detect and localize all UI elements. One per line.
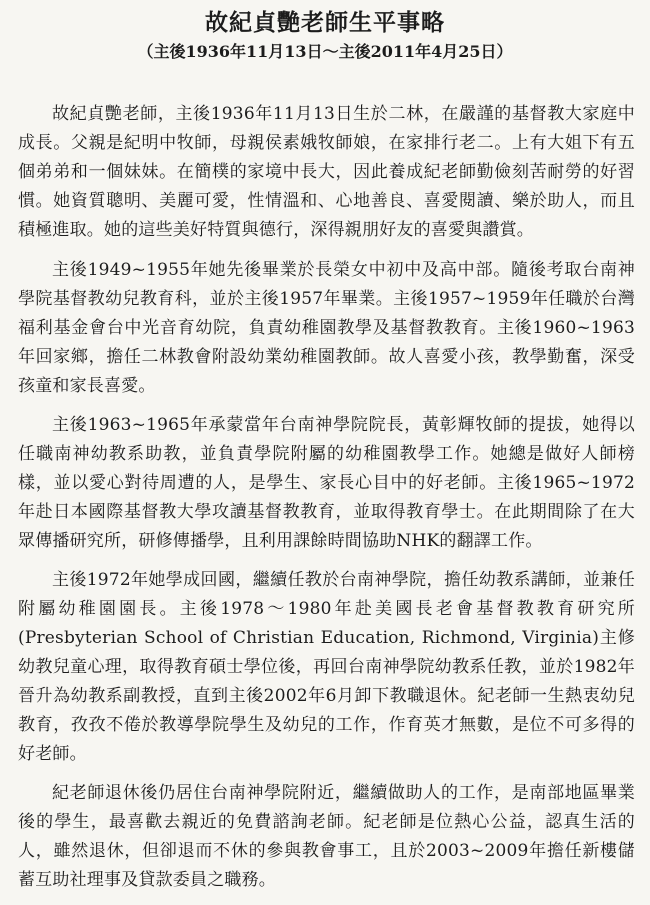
document-body xyxy=(18,100,635,905)
paragraph-1: 故紀貞艷老師，主後1936年11月13日生於二林，在嚴謹的基督教大家庭中成長。父親是紀明中牧師，母親侯素娥牧師娘，在家排行老二。上有大姐下有五個弟弟和一個妹妹。在簡樸的家境中長大，因此養成紀老師勤儉刻苦耐勞的好習慣。她資質聰明、美麗可愛，性情溫和、心地善良、喜愛閱讀、樂於助人，而且積極進取。她的這些美好特質與德行，深得親朋好友的喜愛與讚賞。 xyxy=(18,104,635,240)
document-title: 故紀貞艷老師生平事略 xyxy=(205,9,445,36)
paragraph-2: 主後1949~1955年她先後畢業於長榮女中初中及高中部。隨後考取台南神學院基督教幼兒教育科，並於主後1957年畢業。主後1957~1959年任職於台灣福利基金會台中光音育幼院，負責幼稚園教學及基督教教育。主後1960~1963年回家鄉，擔任二林教會附設幼業幼稚園教師。故人喜愛小孩，教學勤奮，深受孩童和家長喜愛。 xyxy=(18,260,635,396)
paragraph-4: 主後1972年她學成回國，繼續任教於台南神學院，擔任幼教系講師，並兼任附屬幼稚園園長。主後1978～1980年赴美國長老會基督教教育研究所(Presbyterian School of Christian Education, Richmond, Virginia)主修幼教兒童心理，取得教育碩士學位後，再回台南神學院幼教系任教，並於1982年晉升為幼教系副教授，直到主後2002年6月卸下教職退休。紀老師一生熱衷幼兒教育，孜孜不倦於教導學院學生及幼兒的工作，作育英才無數，是位不可多得的好老師。 xyxy=(18,570,635,764)
paragraph-5: 紀老師退休後仍居住台南神學院附近，繼續做助人的工作，是南部地區畢業後的學生，最喜歡去親近的免費諮詢老師。紀老師是位熱心公益，認真生活的人，雖然退休，但卻退而不休的參與教會事工，且於2003~2009年擔任新樓儲蓄互助社理事及貸款委員之職務。 xyxy=(18,783,635,890)
paragraph-3: 主後1963~1965年承蒙當年台南神學院院長，黃彰輝牧師的提拔，她得以任職南神幼教系助教，並負責學院附屬的幼稚園教學工作。她總是做好人師榜樣，並以愛心對待周遭的人，是學生、家長心目中的好老師。主後1965~1972年赴日本國際基督教大學攻讀基督教教育，並取得教育學士。在此期間除了在大眾傳播研究所，研修傳播學，且利用課餘時間協助NHK的翻譯工作。 xyxy=(18,415,635,551)
document-subtitle: （主後1936年11月13日～主後2011年4月25日） xyxy=(137,42,513,61)
